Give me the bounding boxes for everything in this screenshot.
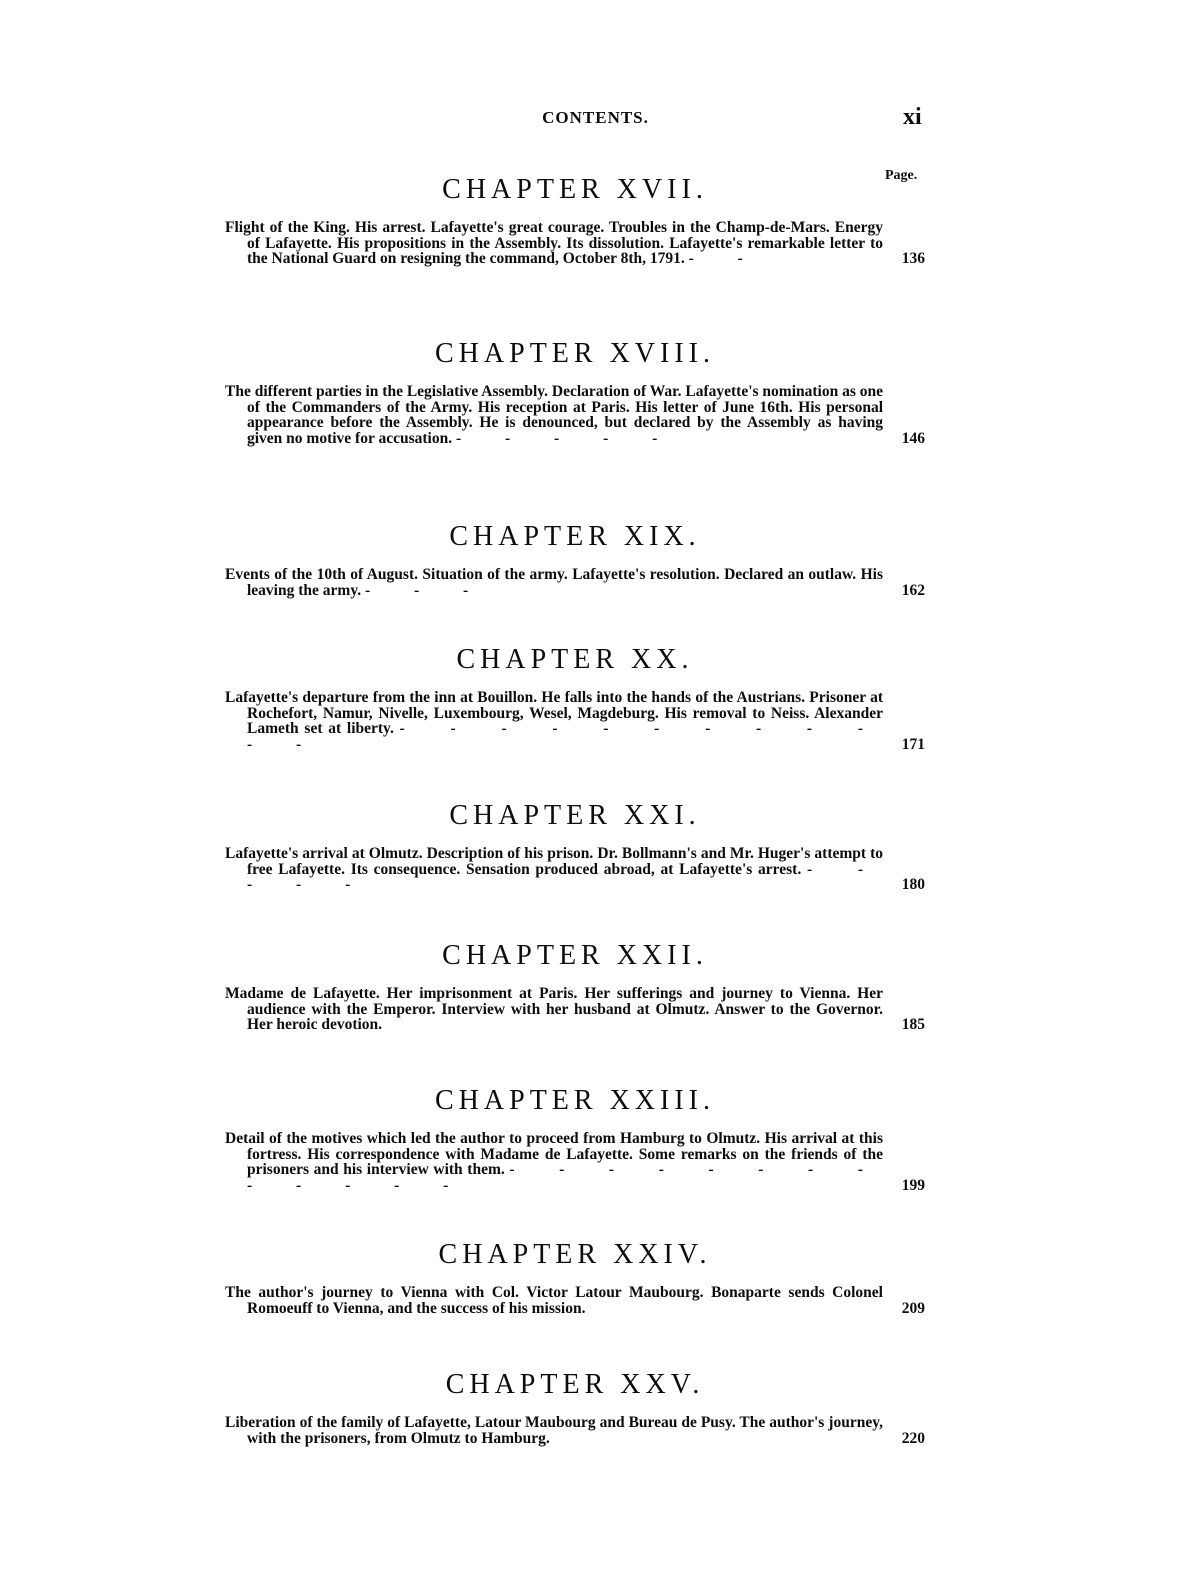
chapter-heading: CHAPTER XXV. <box>445 1369 705 1400</box>
chapter-summary <box>225 384 925 446</box>
chapter-summary-text: Lafayette's arrival at Olmutz. Description of his prison. Dr. Bollmann's and Mr. Huger's attempt to free Lafayette. Its consequence. Sensation produced abroad, at Lafayette's arrest. <box>225 845 883 878</box>
running-title: CONTENTS. <box>542 108 649 127</box>
dot-leaders: - - - - - <box>247 860 884 893</box>
chapter-xxii <box>225 940 925 1033</box>
chapter-summary-text: Detail of the motives which led the author to proceed from Hamburg to Olmutz. His arrival at this fortress. His correspondence with Madame de Lafayette. Some remarks on the friends of the prisoners and his interview with them. <box>225 1130 883 1178</box>
chapter-summary-text: Madame de Lafayette. Her imprisonment at Paris. Her sufferings and journey to Vienna. Her audience with the Emperor. Interview with her husband at Olmutz. Answer to the Governor. Her heroic devotion. <box>225 985 883 1033</box>
chapter-xx <box>225 644 925 752</box>
chapter-summary <box>225 986 925 1033</box>
chapter-page-number: 180 <box>901 876 925 893</box>
dot-leaders: - - - - - - - - - - - - - <box>247 1161 883 1194</box>
chapter-xxi <box>225 800 925 893</box>
chapter-xviii <box>225 338 925 446</box>
chapter-xxiv <box>225 1239 925 1316</box>
chapter-page-number: 146 <box>901 429 925 447</box>
chapter-page-number: 162 <box>901 581 925 599</box>
page-column-label: Page. <box>885 168 918 183</box>
dot-leaders: - - - <box>364 581 489 599</box>
chapter-summary-text: Liberation of the family of Lafayette, Latour Maubourg and Bureau de Pusy. The author's journey, with the prisoners, from Olmutz to Hamburg. <box>225 1414 883 1447</box>
chapter-summary-text: Flight of the King. His arrest. Lafayette's great courage. Troubles in the Champ-de-Mars. Energy of Lafayette. His propositions in the Assembly. Its dissolution. Lafayette's remarkable letter to the National Guard on resigning the command, October 8th, 1791. <box>225 219 883 267</box>
chapter-xvii <box>225 174 925 267</box>
chapter-page-number: 136 <box>901 250 925 267</box>
chapter-page-number: 171 <box>901 735 925 753</box>
chapter-xix <box>225 521 925 598</box>
chapter-summary <box>225 846 925 893</box>
chapter-summary <box>225 690 925 752</box>
chapter-summary-text: Lafayette's departure from the inn at Bouillon. He falls into the hands of the Austrians. Prisoner at Rochefort, Namur, Nivelle, Luxembourg, Wesel, Magdeburg. His removal to Neiss. Alexander Lameth set at liberty. <box>225 689 883 737</box>
chapter-summary <box>225 220 925 267</box>
chapter-heading: CHAPTER XVII. <box>442 174 708 205</box>
chapter-page-number: 199 <box>901 1176 925 1194</box>
chapter-summary <box>225 1285 925 1316</box>
chapter-summary-text: Events of the 10th of August. Situation of the army. Lafayette's resolution. Declared an outlaw. His leaving the army. <box>225 566 883 599</box>
chapter-heading: CHAPTER XX. <box>456 644 694 675</box>
chapter-summary-text: The different parties in the Legislative Assembly. Declaration of War. Lafayette's nomination as one of the Commanders of the Army. His reception at Paris. His letter of June 16th. His personal appearance before the Assembly. He is denounced, but declared by the Assembly as having given no motive for accusation. <box>225 383 884 447</box>
chapter-summary <box>225 1415 925 1446</box>
chapter-heading: CHAPTER XXI. <box>449 800 701 831</box>
chapter-summary-text: The author's journey to Vienna with Col. Victor Latour Maubourg. Bonaparte sends Colonel Romoeuff to Vienna, and the success of his mission. <box>225 1284 883 1317</box>
chapter-xxiii <box>225 1085 925 1193</box>
chapter-heading: CHAPTER XXIV. <box>438 1239 712 1270</box>
dot-leaders: - - <box>688 250 763 267</box>
chapter-heading: CHAPTER XXII. <box>442 940 708 971</box>
chapter-page-number: 220 <box>901 1429 925 1447</box>
page-number: xi <box>903 104 922 130</box>
chapter-heading: CHAPTER XXIII. <box>435 1085 715 1116</box>
chapter-heading: CHAPTER XVIII. <box>435 338 715 369</box>
chapter-heading: CHAPTER XIX. <box>449 521 701 552</box>
chapter-summary <box>225 1131 925 1193</box>
chapter-summary <box>225 567 925 598</box>
chapter-page-number: 209 <box>901 1299 925 1317</box>
dot-leaders: - - - - - <box>455 429 678 447</box>
chapter-xxv <box>225 1369 925 1446</box>
chapter-page-number: 185 <box>901 1016 925 1033</box>
dot-leaders: - - - - - - - - - - - - <box>247 720 884 753</box>
